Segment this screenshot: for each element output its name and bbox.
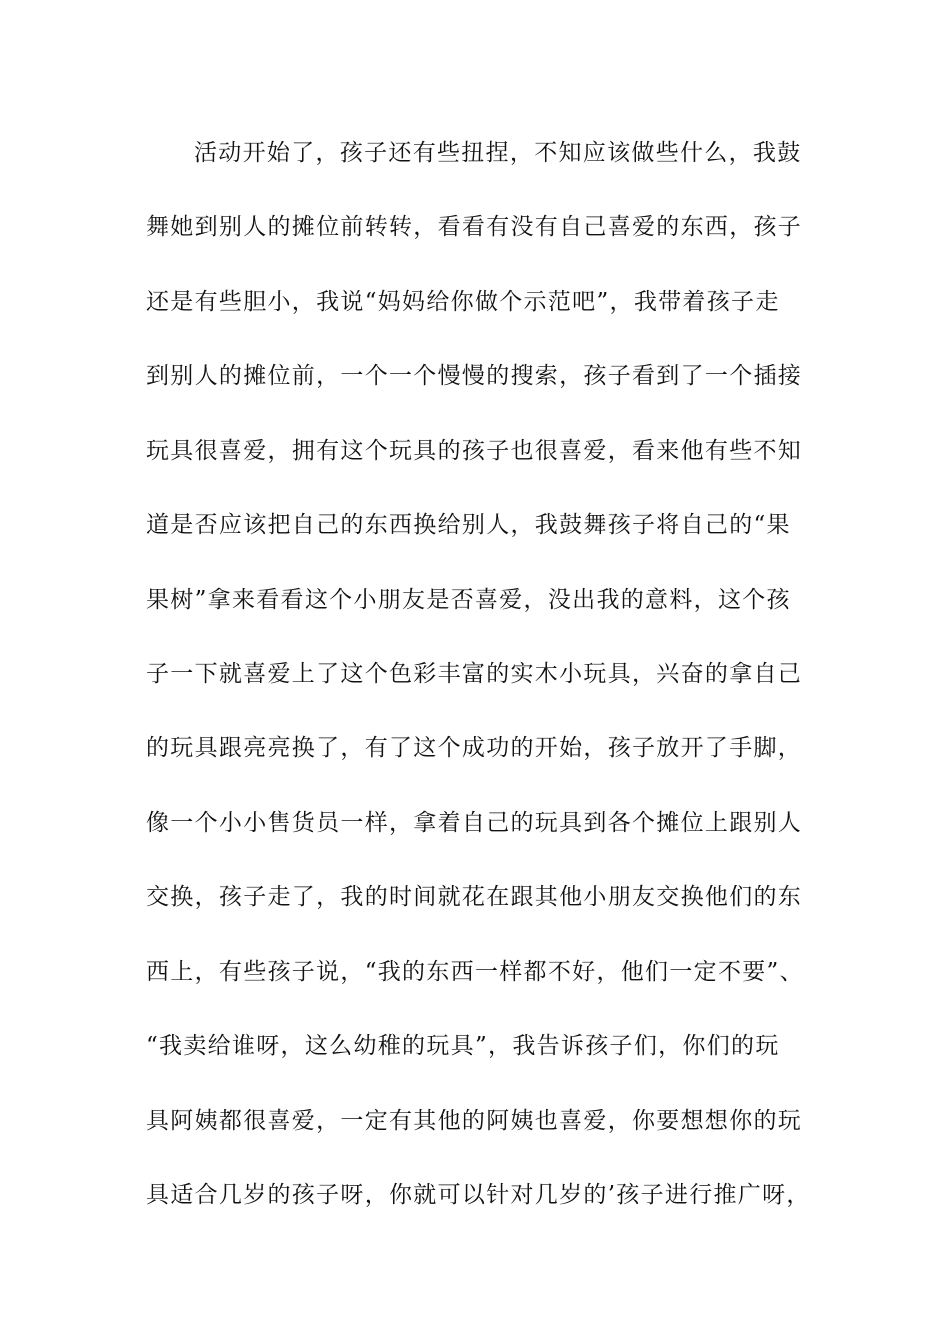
- paragraph-line: 道是否应该把自己的东西换给别人，我鼓舞孩子将自己的“果: [146, 512, 791, 538]
- paragraph-line: 交换，孩子走了，我的时间就花在跟其他小朋友交换他们的东: [146, 884, 803, 910]
- paragraph-line: 的玩具跟亮亮换了，有了这个成功的开始，孩子放开了手脚，: [146, 735, 803, 761]
- paragraph-line: 还是有些胆小，我说“妈妈给你做个示范吧”，我带着孩子走: [146, 289, 780, 315]
- paragraph-line: 子一下就喜爱上了这个色彩丰富的实木小玩具，兴奋的拿自己: [146, 661, 803, 687]
- paragraph-line: “我卖给谁呀，这么幼稚的玩具”，我告诉孩子们，你们的玩: [146, 1033, 780, 1059]
- paragraph-line: 舞她到别人的摊位前转转，看看有没有自己喜爱的东西，孩子: [146, 214, 803, 240]
- paragraph-line: 像一个小小售货员一样，拿着自己的玩具到各个摊位上跟别人: [146, 810, 803, 836]
- paragraph-line: 具阿姨都很喜爱，一定有其他的阿姨也喜爱，你要想想你的玩: [146, 1108, 803, 1134]
- paragraph-line: 到别人的摊位前，一个一个慢慢的搜索，孩子看到了一个插接: [146, 363, 803, 389]
- paragraph-line: 果树”拿来看看这个小朋友是否喜爱，没出我的意料，这个孩: [146, 587, 791, 613]
- paragraph-line: 玩具很喜爱，拥有这个玩具的孩子也很喜爱，看来他有些不知: [146, 438, 803, 464]
- paragraph-line: 具适合几岁的孩子呀，你就可以针对几岁的’孩子进行推广呀，: [146, 1182, 811, 1208]
- paragraph-line: 西上，有些孩子说，“我的东西一样都不好，他们一定不要”、: [146, 959, 804, 985]
- paragraph-line: 活动开始了，孩子还有些扭捏，不知应该做些什么，我鼓: [194, 140, 802, 166]
